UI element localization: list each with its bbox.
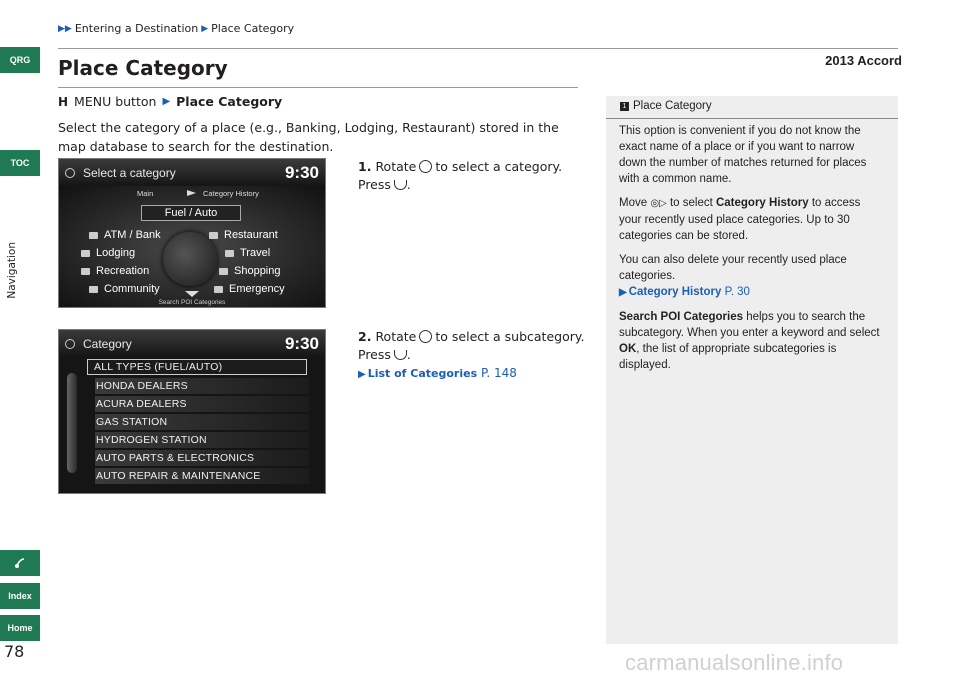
category-community[interactable]: Community <box>89 283 160 295</box>
breadcrumb-link-entering-destination[interactable]: Entering a Destination <box>74 22 199 35</box>
emergency-icon <box>214 286 223 293</box>
clock: 9:30 <box>284 333 319 353</box>
rotate-knob-icon <box>419 160 432 173</box>
list-item[interactable]: AUTO PARTS & ELECTRONICS <box>95 450 309 466</box>
subcategory-list <box>59 357 325 494</box>
scrollbar[interactable] <box>67 373 77 473</box>
breadcrumb <box>58 22 294 35</box>
lodging-icon <box>81 250 90 257</box>
voice-tab[interactable] <box>0 550 40 576</box>
rotate-knob-icon <box>419 330 432 343</box>
list-item-selected[interactable]: ALL TYPES (FUEL/AUTO) <box>87 359 307 375</box>
sidebar-paragraph: Move ◎▷ to select Category History to access your recently used place categories. Up to 30 categories can be stored. <box>619 197 861 242</box>
menu-target: Place Category <box>176 94 283 109</box>
sidebar-paragraph: This option is convenient if you do not know the exact name of a place or if you want to narrow down the number of matches returned for places with a common name. <box>619 125 867 185</box>
screen-header <box>59 330 325 357</box>
toc-tab[interactable]: TOC <box>0 150 40 176</box>
travel-icon <box>225 250 234 257</box>
category-shopping[interactable]: Shopping <box>219 265 281 277</box>
press-icon <box>394 180 407 190</box>
home-tab[interactable]: Home <box>0 615 40 641</box>
list-item[interactable]: HYDROGEN STATION <box>95 432 309 448</box>
list-item[interactable]: ACURA DEALERS <box>95 396 309 412</box>
shopping-icon <box>219 268 228 275</box>
category-lodging[interactable]: Lodging <box>81 247 135 259</box>
category-restaurant[interactable]: Restaurant <box>209 229 278 241</box>
tab-category-history[interactable]: Category History <box>203 189 259 198</box>
press-icon <box>394 350 407 360</box>
category-emergency[interactable]: Emergency <box>214 283 285 295</box>
clock: 9:30 <box>284 162 319 182</box>
page-number: 78 <box>4 642 25 661</box>
category-screen <box>58 158 326 308</box>
arrow-right-icon <box>187 190 196 196</box>
restaurant-icon <box>209 232 218 239</box>
title-divider <box>58 87 578 88</box>
nav-icon <box>65 339 75 349</box>
sidebar-paragraph: You can also delete your recently used place categories. ▶ Category History P. 30 <box>619 254 847 298</box>
search-poi-categories[interactable]: Search POI Categories <box>158 299 226 306</box>
list-of-categories-link[interactable]: ▶ List of Categories P. 148 <box>358 366 517 380</box>
menu-path <box>58 94 282 109</box>
arrow-down-icon <box>185 291 199 297</box>
model-label: 2013 Accord <box>825 53 902 68</box>
atm-icon <box>89 232 98 239</box>
sidebar-note <box>606 96 898 644</box>
list-item[interactable]: AUTO REPAIR & MAINTENANCE <box>95 468 309 484</box>
arrow-icon: ▶ <box>201 23 209 34</box>
intro-paragraph: Select the category of a place (e.g., Banking, Lodging, Restaurant) stored in the map database to search for the destination. <box>58 120 559 154</box>
note-badge-icon: 1 <box>620 102 629 111</box>
header-divider <box>58 48 898 49</box>
cross-reference-icon: ▶ <box>619 287 627 298</box>
category-history-link[interactable]: ▶ Category History P. 30 <box>619 286 750 298</box>
category-atm-bank[interactable]: ATM / Bank <box>89 229 161 241</box>
page-title: Place Category <box>58 56 228 80</box>
screen-title: Category <box>83 336 132 351</box>
menu-prefix: MENU button <box>74 94 157 109</box>
qrg-tab[interactable]: QRG <box>0 47 40 73</box>
category-recreation[interactable]: Recreation <box>81 265 149 277</box>
breadcrumb-current: Place Category <box>211 22 295 35</box>
screen-title: Select a category <box>83 165 176 180</box>
list-item[interactable]: GAS STATION <box>95 414 309 430</box>
section-label: Navigation <box>6 242 18 299</box>
sidebar-title: 1 Place Category <box>606 96 898 119</box>
category-menu <box>59 186 325 308</box>
category-fuel-auto[interactable]: Fuel / Auto <box>141 205 241 221</box>
list-item[interactable]: HONDA DEALERS <box>95 378 309 394</box>
tab-main[interactable]: Main <box>137 189 154 198</box>
sidebar-paragraph: Search POI Categories helps you to search the subcategory. When you enter a keyword and select OK, the list of appropriate subcategories is displayed. <box>619 311 880 371</box>
watermark: carmanualsonline.info <box>625 650 844 675</box>
recreation-icon <box>81 268 90 275</box>
double-arrow-icon: ▶▶ <box>58 23 72 34</box>
category-travel[interactable]: Travel <box>225 247 270 259</box>
screen-header <box>59 159 325 186</box>
step-2: 2. Rotate to select a subcategory. Press . ▶ List of Categories P. 148 <box>358 329 585 380</box>
voice-command-icon <box>13 556 27 570</box>
arrow-icon: ▶ <box>162 96 171 107</box>
step-1: 1. Rotate to select a category. Press . <box>358 159 563 192</box>
nav-icon <box>65 168 75 178</box>
home-menu-icon: H <box>58 94 69 109</box>
move-right-icon: ◎▷ <box>650 198 667 209</box>
cross-reference-icon: ▶ <box>358 369 366 380</box>
community-icon <box>89 286 98 293</box>
index-tab[interactable]: Index <box>0 583 40 609</box>
subcategory-screen <box>58 329 326 494</box>
